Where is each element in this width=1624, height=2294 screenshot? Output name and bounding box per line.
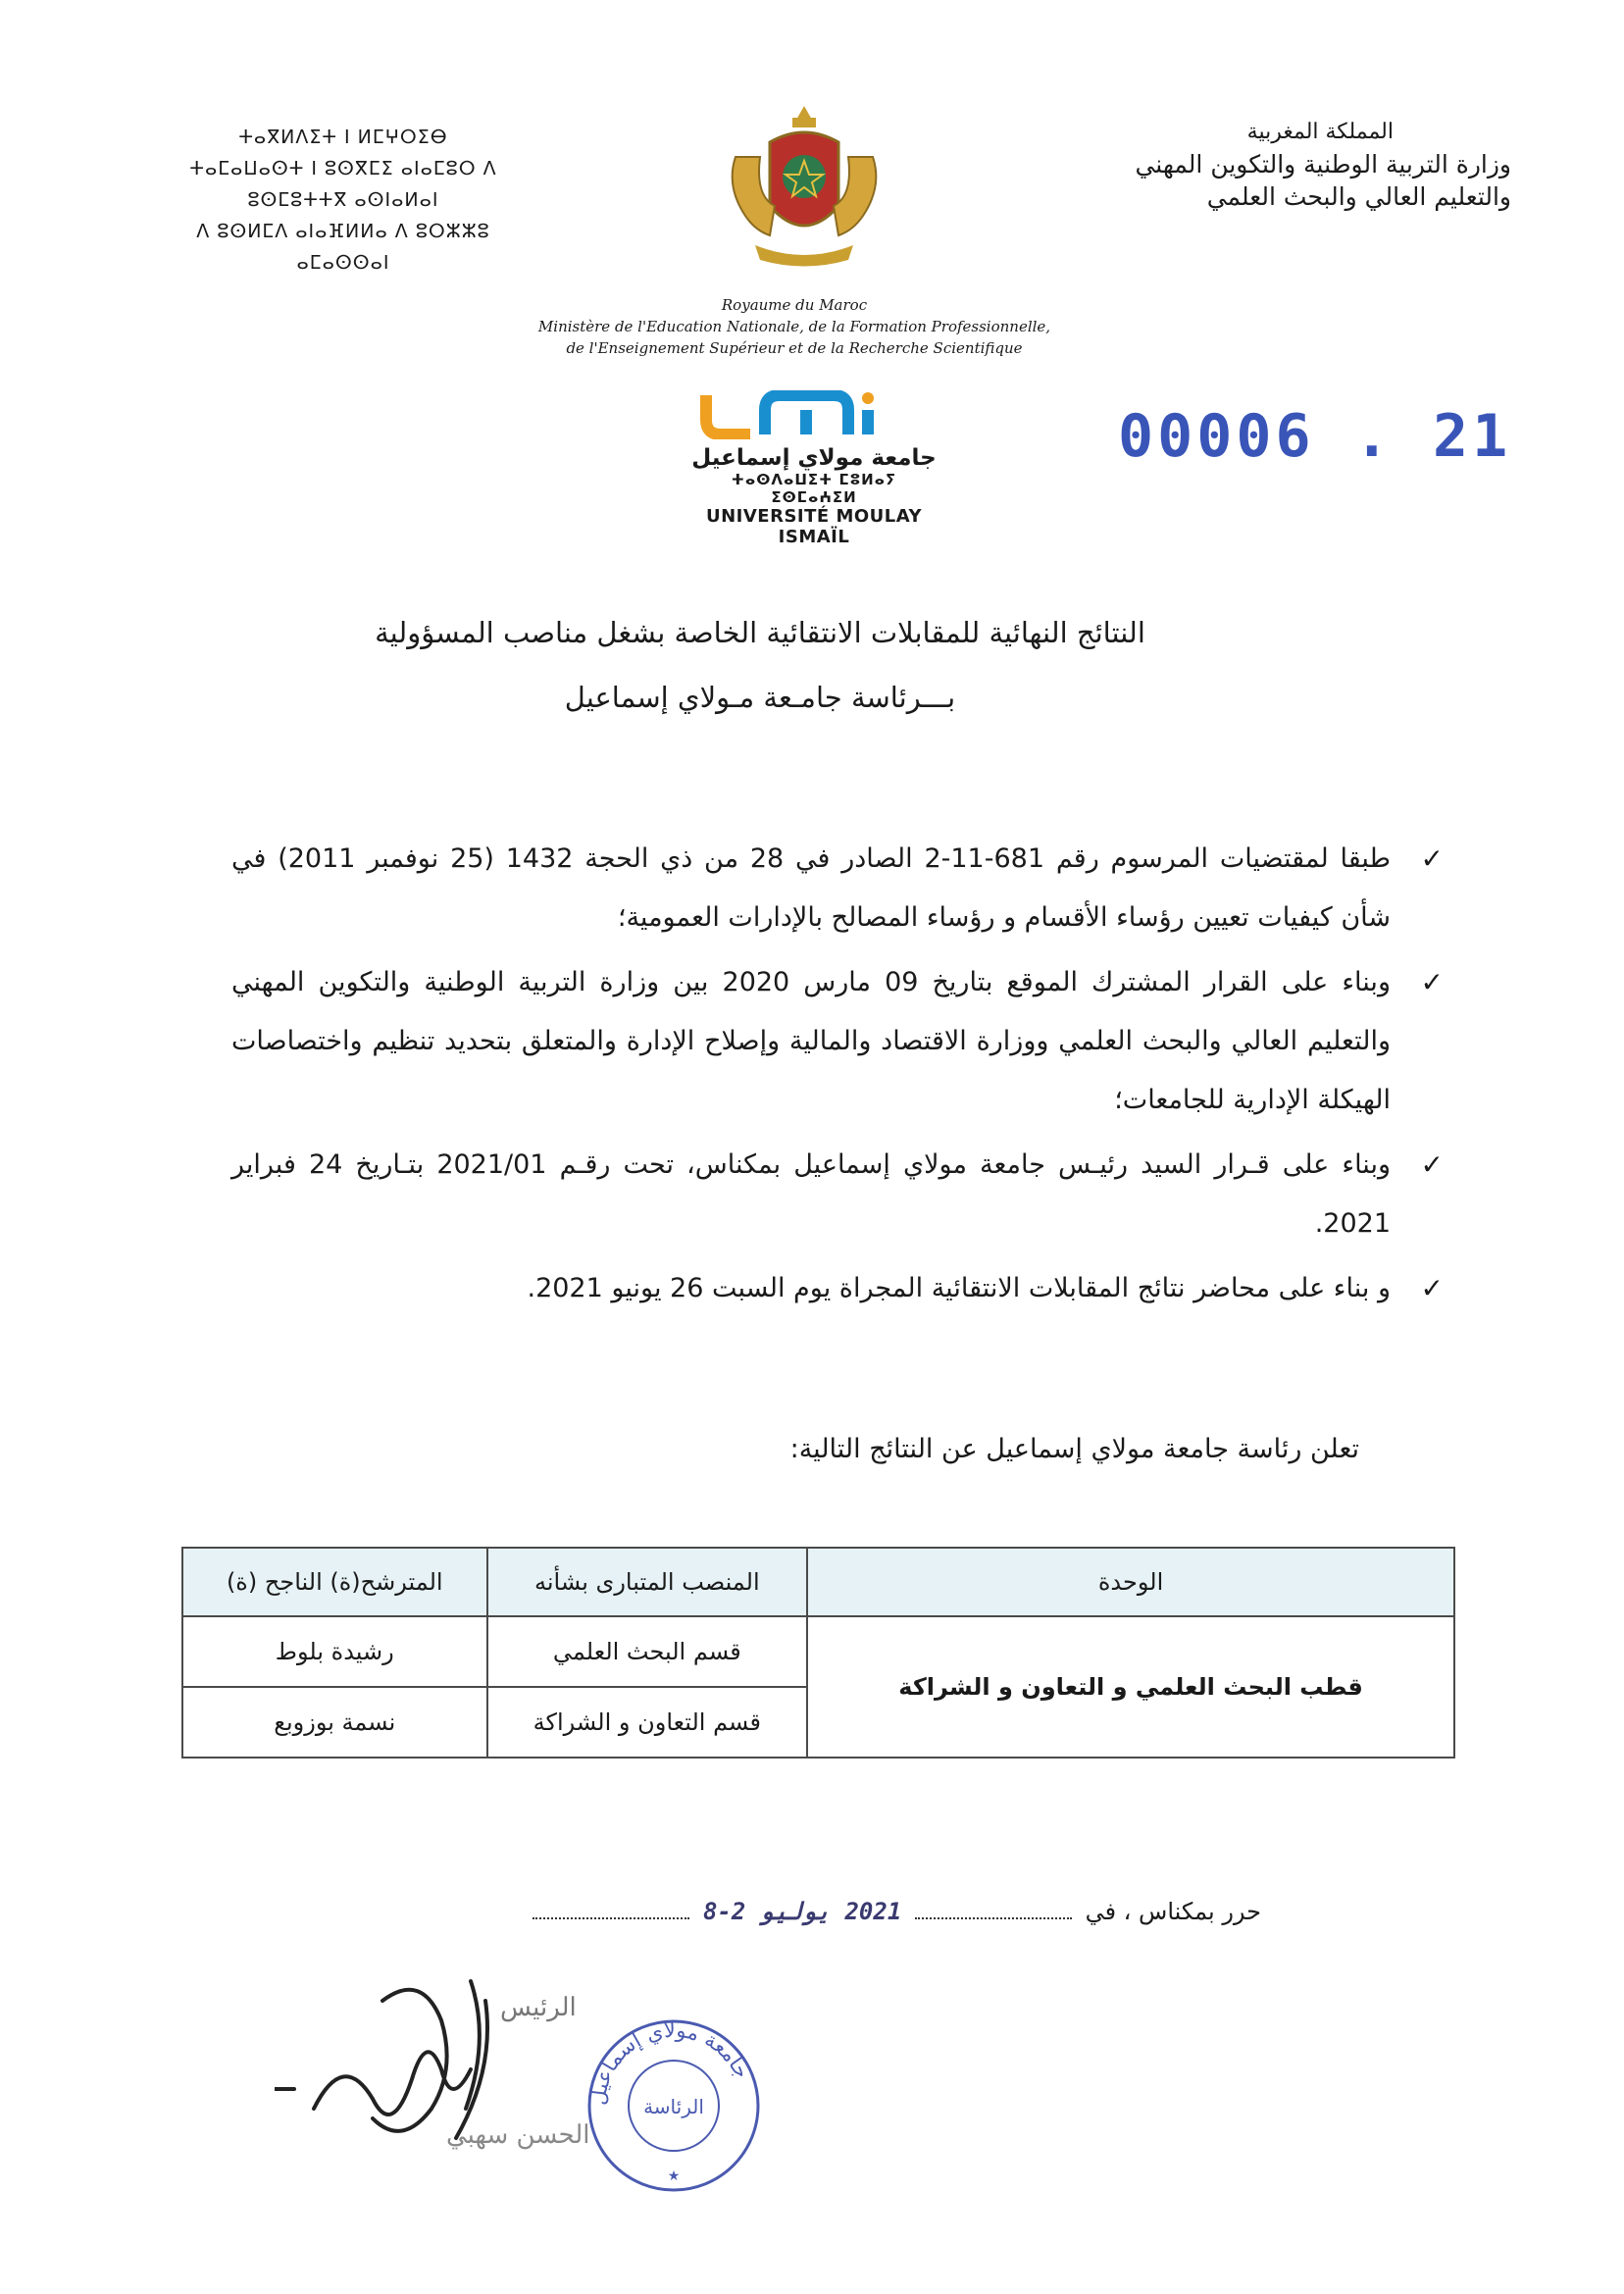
header-position: المنصب المتبارى بشأنه bbox=[487, 1548, 808, 1616]
seal-center-text: الرئاسة bbox=[643, 2095, 704, 2118]
consideration-item bbox=[231, 1259, 1444, 1318]
umi-logo-mark-icon bbox=[686, 390, 941, 439]
announcement-text: تعلن رئاسة جامعة مولاي إسماعيل عن النتائج التالية: bbox=[789, 1434, 1359, 1464]
header-tifinagh-line: ⵜⴰⴳⵍⴷⵉⵜ ⵏ ⵍⵎⵖⵔⵉⴱ bbox=[238, 127, 448, 148]
title-line-1: النتائج النهائية للمقابلات الانتقائية الخاصة بشغل مناصب المسؤولية bbox=[375, 616, 1145, 649]
header-french-line: de l'Enseignement Supérieur et de la Recherche Scientifique bbox=[566, 339, 1023, 357]
consideration-item bbox=[231, 830, 1444, 947]
consideration-text: وبناء على قـرار السيد رئيـس جامعة مولاي إسماعيل بمكناس، تحت رقـم 2021/01 بتـاريخ 24 فبراير 2021. bbox=[231, 1149, 1392, 1239]
document-title bbox=[294, 610, 1226, 720]
position-cell: قسم البحث العلمي bbox=[487, 1616, 808, 1687]
consideration-item bbox=[231, 1136, 1444, 1253]
royal-coat-of-arms-icon bbox=[711, 98, 897, 275]
header-unit: الوحدة bbox=[807, 1548, 1454, 1616]
consideration-text: طبقا لمقتضيات المرسوم رقم 681-11-2 الصادر في 28 من ذي الحجة 1432 (25 نوفمبر 2011) في شأن كيفيات تعيين رؤساء الأقسام و رؤساء المصالح بالإدارات العمومية؛ bbox=[231, 843, 1391, 933]
university-logo bbox=[686, 390, 941, 547]
university-name-french: UNIVERSITÉ MOULAY ISMAÏL bbox=[705, 506, 922, 547]
results-table bbox=[181, 1547, 1455, 1759]
header-tifinagh-line: ⵜⴰⵎⴰⵡⴰⵙⵜ ⵏ ⵓⵙⴳⵎⵉ ⴰⵏⴰⵎⵓⵔ ⴷ ⵓⵙⵎⵓⵜⵜⴳ ⴰⵙⵏⴰⵍⴰⵏ bbox=[189, 158, 497, 211]
dotted-line bbox=[533, 1917, 689, 1919]
header-tifinagh-line: ⴷ ⵓⵙⵍⵎⴷ ⴰⵏⴰⴼⵍⵍⴰ ⴷ ⵓⵔⵣⵣⵓ ⴰⵎⴰⵙⵙⴰⵏ bbox=[196, 221, 490, 274]
header-french-line: Ministère de l'Education Nationale, de la Formation Professionnelle, bbox=[537, 318, 1051, 335]
candidate-cell: نسمة بوزوبع bbox=[182, 1687, 487, 1758]
signature-name: الحسن سهبي bbox=[446, 2120, 590, 2150]
consideration-text: و بناء على محاضر نتائج المقابلات الانتقائية المجراة يوم السبت 26 يونيو 2021. bbox=[527, 1273, 1391, 1303]
unit-cell: قطب البحث العلمي و التعاون و الشراكة bbox=[807, 1616, 1454, 1758]
title-line-2: بـــرئاسة جامـعة مـولاي إسماعيل bbox=[564, 681, 956, 714]
date-stamp: 2021 يوليو 2-8 bbox=[702, 1898, 902, 1925]
consideration-text: وبناء على القرار المشترك الموقع بتاريخ 09 مارس 2020 بين وزارة التربية الوطنية والتكوين المهني والتعليم العالي والبحث العلمي ووزارة الاقتصاد والمالية وإصلاح الإدارة والمتعلق بتحديد تنظيم واختصاصات الهيكلة الإدارية للجامعات؛ bbox=[231, 967, 1391, 1115]
position-cell: قسم التعاون و الشراكة bbox=[487, 1687, 808, 1758]
header-french-line: Royaume du Maroc bbox=[721, 296, 868, 314]
seal-star-icon: ★ bbox=[667, 2168, 681, 2184]
university-seal-stamp bbox=[584, 2015, 765, 2197]
table-header-row bbox=[182, 1548, 1454, 1616]
table-row bbox=[182, 1616, 1454, 1687]
place-text: حرر بمكناس ، في bbox=[1085, 1898, 1261, 1925]
dotted-line bbox=[915, 1917, 1072, 1919]
header-arabic-line: المملكة المغربية bbox=[1246, 120, 1394, 144]
checkmark-icon: ✓ bbox=[1420, 966, 1444, 998]
university-name-arabic: جامعة مولاي إسماعيل bbox=[691, 445, 937, 471]
ministry-header-tifinagh bbox=[147, 122, 539, 279]
consideration-item bbox=[231, 953, 1444, 1130]
header-arabic-line: وزارة التربية الوطنية والتكوين المهني bbox=[1135, 150, 1511, 178]
considerations-list bbox=[231, 830, 1444, 1324]
candidate-cell: رشيدة بلوط bbox=[182, 1616, 487, 1687]
checkmark-icon: ✓ bbox=[1420, 842, 1444, 875]
seal-ring-text: جامعة مولاي إسماعيل bbox=[585, 2017, 755, 2107]
place-and-date bbox=[379, 1898, 1261, 1925]
signature-title: الرئيس bbox=[500, 1993, 577, 2022]
checkmark-icon: ✓ bbox=[1420, 1148, 1444, 1181]
checkmark-icon: ✓ bbox=[1420, 1272, 1444, 1304]
university-name-tifinagh: ⵜⴰⵙⴷⴰⵡⵉⵜ ⵎⵓⵍⴰⵢ ⵉⵙⵎⴰⵄⵉⵍ bbox=[731, 471, 897, 506]
svg-text:جامعة مولاي إسماعيل bbox=[586, 2018, 754, 2107]
header-candidate: المترشح(ة) الناجح (ة) bbox=[182, 1548, 487, 1616]
header-arabic-line: والتعليم العالي والبحث العلمي bbox=[1206, 182, 1511, 211]
reference-number-stamp: 00006 . 21 bbox=[1118, 402, 1512, 471]
ministry-header-french bbox=[510, 294, 1079, 359]
president-signature bbox=[275, 1962, 598, 2197]
ministry-header-arabic bbox=[1060, 116, 1511, 213]
